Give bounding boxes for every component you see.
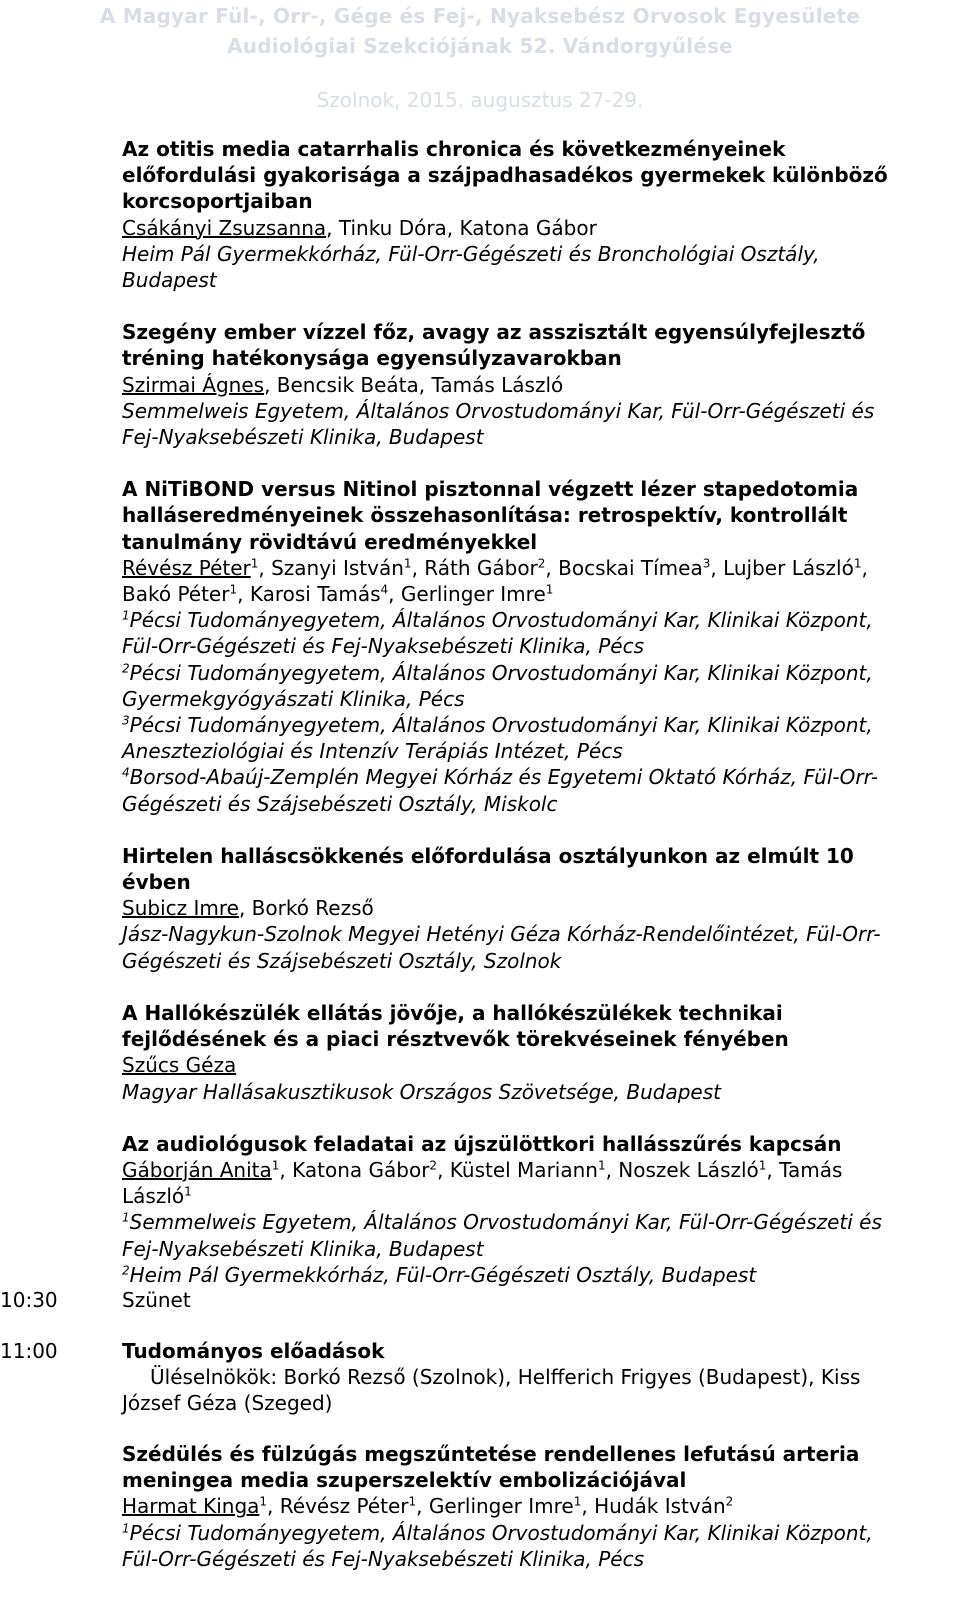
abstract-entry bbox=[122, 319, 952, 450]
entry-title: évben bbox=[122, 870, 191, 895]
entry-affiliation: $^2$Heim Pál Gyermekkórház, Fül-Orr-Gégészeti Osztály, Budapest bbox=[122, 1262, 757, 1287]
entry-affiliation: Gégészeti és Szájsebészeti Osztály, Szolnok bbox=[122, 948, 562, 973]
presenter-name: Csákányi Zsuzsanna bbox=[122, 215, 327, 240]
entry-title: tanulmány rövidtávú eredményekkel bbox=[122, 529, 538, 554]
break-time: 10:30 bbox=[0, 1288, 58, 1312]
entry-authors: Révész Péter$^1$, Szanyi István$^1$, Ráth Gábor$^2$, Bocskai Tímea$^3$, Lujber László$^1$, bbox=[122, 555, 868, 580]
presenter-name: Harmat Kinga bbox=[122, 1494, 260, 1519]
session-chairs: József Géza (Szeged) bbox=[122, 1391, 333, 1415]
entry-authors: Gáborján Anita$^1$, Katona Gábor$^2$, Küstel Mariann$^1$, Noszek László$^1$, Tamás bbox=[122, 1157, 843, 1182]
entry-title: előfordulási gyakorisága a szájpadhasadékos gyermekek különböző bbox=[122, 163, 888, 188]
entry-affiliation: Gégészeti és Szájsebészeti Osztály, Miskolc bbox=[122, 791, 558, 816]
entry-title: Az otitis media catarrhalis chronica és következményeinek bbox=[122, 137, 786, 161]
co-authors: , Tinku Dóra, Katona Gábor bbox=[326, 215, 597, 240]
header-line-2: Audiológiai Szekciójának 52. Vándorgyűlése bbox=[227, 34, 733, 58]
entry-title: A Hallókészülék ellátás jövője, a hallókészülékek technikai bbox=[122, 1000, 783, 1025]
entry-affiliation: Fej-Nyaksebészeti Klinika, Budapest bbox=[122, 1236, 484, 1261]
presenter-name: Szűcs Géza bbox=[122, 1053, 237, 1078]
entry-affiliation: Jász-Nagykun-Szolnok Megyei Hetényi Géza Kórház-Rendelőintézet, Fül-Orr- bbox=[122, 922, 881, 947]
entry-affiliation: Heim Pál Gyermekkórház, Fül-Orr-Gégészeti és Bronchológiai Osztály, bbox=[122, 241, 820, 266]
entry-affiliation: Aneszteziológiai és Intenzív Terápiás Intézet, Pécs bbox=[122, 739, 623, 764]
header-date: Szolnok, 2015. augusztus 27-29. bbox=[316, 88, 644, 112]
co-authors: , Borkó Rezső bbox=[238, 896, 374, 921]
entry-title: halláseredményeinek összehasonlítása: retrospektív, kontrollált bbox=[122, 503, 848, 528]
presenter-name: Gáborján Anita bbox=[122, 1157, 272, 1182]
entry-authors bbox=[122, 215, 952, 241]
session-chairs: Üléselnökök: Borkó Rezső (Szolnok), Helfferich Frigyes (Budapest), Kiss bbox=[150, 1365, 861, 1389]
entry-affiliation: $^4$Borsod-Abaúj-Zemplén Megyei Kórház és Egyetemi Oktató Kórház, Fül-Orr- bbox=[122, 765, 878, 790]
entry-authors: Bakó Péter$^1$, Karosi Tamás$^4$, Gerlinger Imre$^1$ bbox=[122, 582, 554, 607]
co-authors: , Bencsik Beáta, Tamás László bbox=[264, 372, 564, 397]
entry-title: Hirtelen halláscsökkenés előfordulása osztályunkon az elmúlt 10 bbox=[122, 843, 854, 868]
entry-title: Szédülés és fülzúgás megszűntetése rendellenes lefutású arteria bbox=[122, 1442, 860, 1466]
entry-title: meningea media szuperszelektív embolizációjával bbox=[122, 1468, 687, 1493]
entry-title: A NiTiBOND versus Nitinol pisztonnal végzett lézer stapedotomia bbox=[122, 477, 859, 502]
entry-authors bbox=[122, 895, 952, 921]
entry-title: Az audiológusok feladatai az újszülöttkori hallásszűrés kapcsán bbox=[122, 1131, 842, 1156]
entry-affiliation: $^1$Semmelweis Egyetem, Általános Orvostudományi Kar, Fül-Orr-Gégészeti és bbox=[122, 1210, 882, 1235]
entry-affiliation: $^1$Pécsi Tudományegyetem, Általános Orvostudományi Kar, Klinikai Központ, bbox=[122, 1520, 873, 1545]
entry-title: Szegény ember vízzel főz, avagy az asszisztált egyensúlyfejlesztő bbox=[122, 320, 866, 345]
abstract-entry bbox=[122, 1000, 952, 1105]
entry-authors bbox=[122, 372, 952, 398]
session-time: 11:00 bbox=[0, 1339, 58, 1363]
entry-affiliation: Fül-Orr-Gégészeti és Fej-Nyaksebészeti Klinika, Pécs bbox=[122, 1546, 645, 1571]
entry-affiliation: Fej-Nyaksebészeti Klinika, Budapest bbox=[122, 425, 484, 450]
presenter-name: Subicz Imre bbox=[122, 896, 239, 921]
entry-affiliation: $^1$Pécsi Tudományegyetem, Általános Orvostudományi Kar, Klinikai Központ, bbox=[122, 608, 873, 633]
entry-title: korcsoportjaiban bbox=[122, 189, 313, 214]
header-line-1: A Magyar Fül-, Orr-, Gége és Fej-, Nyaksebész Orvosok Egyesülete bbox=[99, 4, 861, 28]
program-content bbox=[122, 136, 952, 1288]
abstract-entry bbox=[122, 1441, 952, 1572]
entry-affiliation: $^2$Pécsi Tudományegyetem, Általános Orvostudományi Kar, Klinikai Központ, bbox=[122, 660, 873, 685]
abstract-entry bbox=[122, 843, 952, 974]
entry-affiliation: Semmelweis Egyetem, Általános Orvostudományi Kar, Fül-Orr-Gégészeti és bbox=[122, 398, 875, 423]
abstract-entry bbox=[122, 476, 952, 817]
entry-authors: Harmat Kinga$^1$, Révész Péter$^1$, Gerlinger Imre$^1$, Hudák István$^2$ bbox=[122, 1494, 734, 1519]
session-title: Tudományos előadások bbox=[122, 1339, 385, 1363]
entry-affiliation: Magyar Hallásakusztikusok Országos Szövetsége, Budapest bbox=[122, 1079, 721, 1104]
presenter-name: Révész Péter bbox=[122, 555, 251, 580]
break-label: Szünet bbox=[122, 1288, 191, 1312]
entry-affiliation: Budapest bbox=[122, 268, 217, 293]
entry-affiliation: Gyermekgyógyászati Klinika, Pécs bbox=[122, 686, 465, 711]
entry-affiliation: Fül-Orr-Gégészeti és Fej-Nyaksebészeti Klinika, Pécs bbox=[122, 634, 645, 659]
entry-title: tréning hatékonysága egyensúlyzavarokban bbox=[122, 346, 622, 371]
entry-affiliation: $^3$Pécsi Tudományegyetem, Általános Orvostudományi Kar, Klinikai Központ, bbox=[122, 713, 873, 738]
entry-authors: László$^1$ bbox=[122, 1184, 192, 1209]
entry-authors bbox=[122, 1052, 952, 1078]
abstract-entry bbox=[122, 136, 952, 293]
presenter-name: Szirmai Ágnes bbox=[122, 372, 265, 397]
abstract-entry bbox=[122, 1131, 952, 1288]
entry-title: fejlődésének és a piaci résztvevők törekvéseinek fényében bbox=[122, 1027, 789, 1052]
